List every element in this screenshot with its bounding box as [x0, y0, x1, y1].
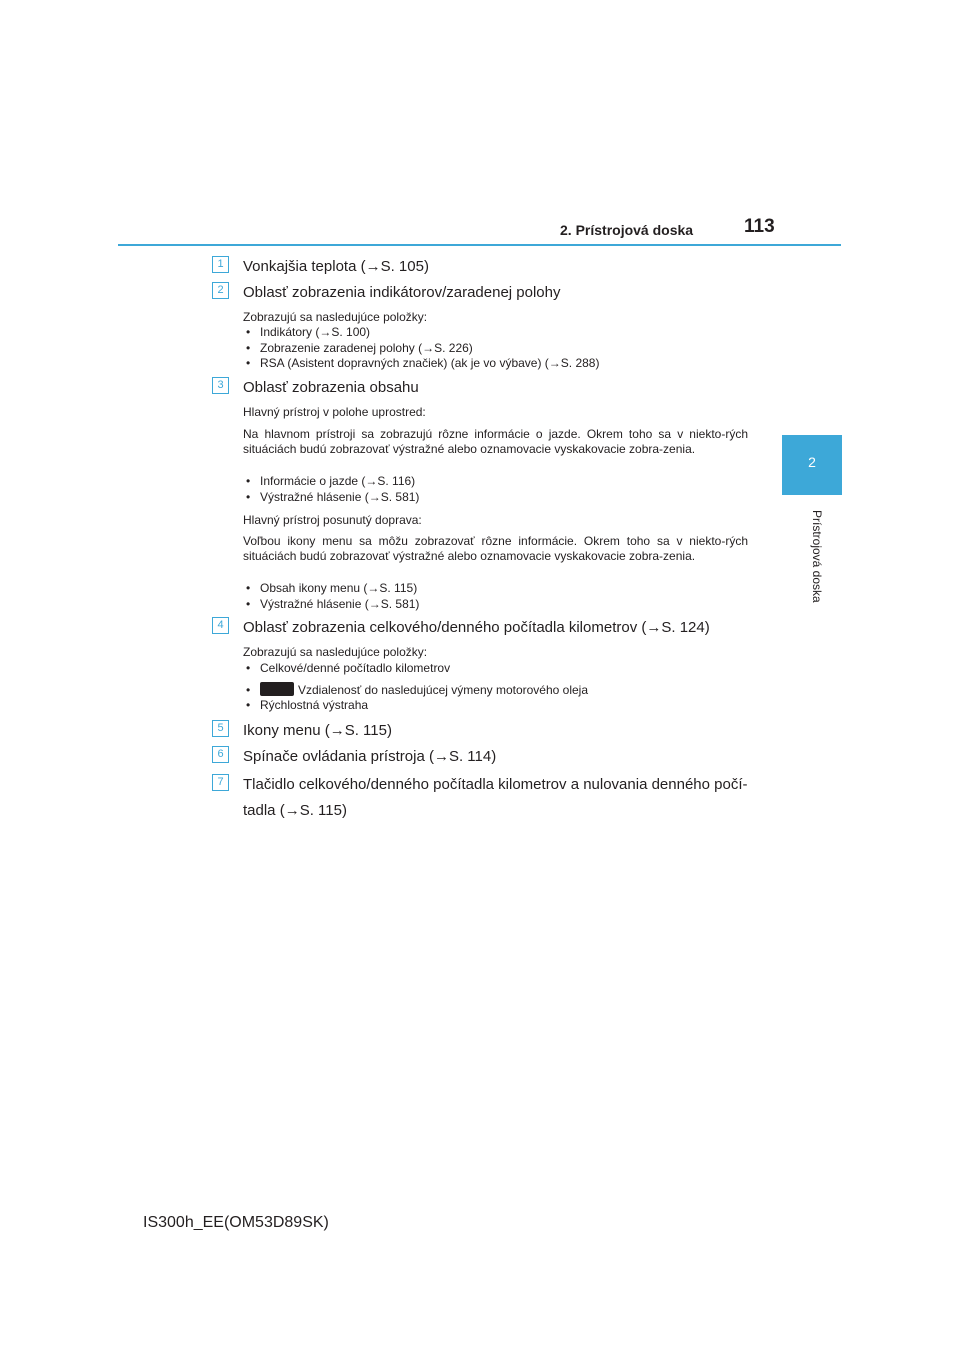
- item-3-subheading-2: Hlavný prístroj posunutý doprava:: [243, 513, 422, 527]
- item-3-paragraph-1: Na hlavnom prístroji sa zobrazujú rôzne informácie o jazde. Okrem toho sa v niekto-rých situáciách budú zobrazovať výstražné alebo oznamovacie vyskakovacie zobra-zenia.: [243, 427, 748, 456]
- item-title: Oblasť zobrazenia indikátorov/zaradenej polohy: [243, 284, 561, 301]
- item-3-bullets-1: [246, 474, 746, 505]
- list-item: • Informácie o jazde (→S. 116): [246, 474, 746, 490]
- item-4-intro: Zobrazujú sa nasledujúce položky:: [243, 645, 428, 659]
- list-item: [246, 682, 746, 699]
- list-item: • Rýchlostná výstraha: [246, 698, 746, 714]
- item-title: Vonkajšia teplota (→S. 105): [243, 258, 429, 275]
- header-rule: [118, 244, 841, 246]
- item-3-subheading-1: Hlavný prístroj v polohe uprostred:: [243, 405, 426, 419]
- item-title: Ikony menu (→S. 115): [243, 722, 392, 739]
- item-number-badge: 2: [212, 282, 229, 299]
- item-4-bullets: [246, 661, 746, 714]
- list-item-text: Vzdialenosť do nasledujúcej výmeny motorového oleja: [298, 682, 589, 697]
- item-number-badge: 1: [212, 256, 229, 273]
- item-number-badge: 4: [212, 617, 229, 634]
- page-number: 113: [744, 216, 775, 237]
- list-item: • Zobrazenie zaradenej polohy (→S. 226): [246, 341, 746, 357]
- list-item: • Výstražné hlásenie (→S. 581): [246, 597, 746, 613]
- wrench-icon: [260, 682, 294, 696]
- item-2-bullets: [246, 325, 746, 372]
- item-2-intro: Zobrazujú sa nasledujúce položky:: [243, 310, 428, 324]
- item-title: Oblasť zobrazenia celkového/denného počítadla kilometrov (→S. 124): [243, 619, 710, 636]
- list-item: • Obsah ikony menu (→S. 115): [246, 581, 746, 597]
- chapter-number: 2: [808, 454, 816, 470]
- item-title: Oblasť zobrazenia obsahu: [243, 379, 419, 396]
- list-item: • RSA (Asistent dopravných značiek) (ak je vo výbave) (→S. 288): [246, 356, 746, 372]
- section-title: 2. Prístrojová doska: [560, 222, 694, 238]
- item-title: Tlačidlo celkového/denného počítadla kilometrov a nulovania denného počí-tadla (→S. 115): [243, 776, 748, 819]
- item-number-badge: 6: [212, 746, 229, 763]
- item-number-badge: 3: [212, 377, 229, 394]
- document-code: IS300h_EE(OM53D89SK): [143, 1214, 329, 1231]
- list-item: • Výstražné hlásenie (→S. 581): [246, 490, 746, 506]
- item-number-badge: 5: [212, 720, 229, 737]
- item-3-bullets-2: [246, 581, 746, 612]
- list-item: • Celkové/denné počítadlo kilometrov: [246, 661, 746, 677]
- chapter-label: Prístrojová doska: [810, 510, 824, 603]
- item-number-badge: 7: [212, 774, 229, 791]
- item-3-paragraph-2: Voľbou ikony menu sa môžu zobrazovať rôzne informácie. Okrem toho sa v niekto-rých situáciách budú zobrazovať výstražné alebo oznamovacie vyskakovacie zobra-zenia.: [243, 534, 748, 563]
- list-item: • Indikátory (→S. 100): [246, 325, 746, 341]
- chapter-tab: [782, 435, 842, 495]
- item-title: Spínače ovládania prístroja (→S. 114): [243, 748, 497, 765]
